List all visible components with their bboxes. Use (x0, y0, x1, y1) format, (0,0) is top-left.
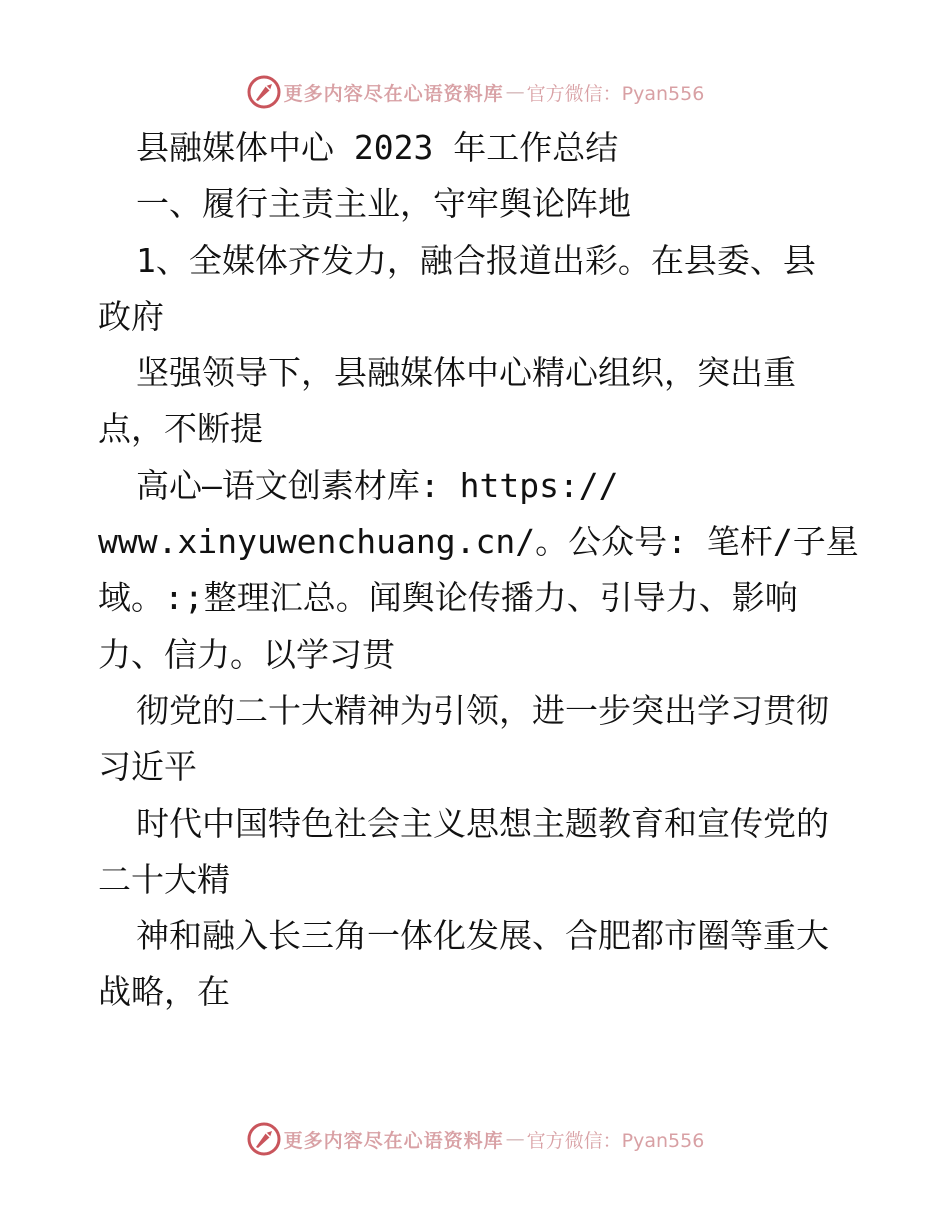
paragraph-line: 习近平 (98, 747, 197, 787)
document-body (98, 120, 868, 1021)
paragraph-line: 战略，在 (98, 972, 230, 1012)
paragraph-line: www.xinyuwenchuang.cn/。公众号: 笔杆/子星 (98, 522, 859, 562)
paragraph-line: 坚强领导下，县融媒体中心精心组织，突出重 (136, 353, 796, 393)
watermark-wechat-text: 官方微信：Pyan556 (526, 1129, 705, 1152)
header-watermark (0, 70, 950, 114)
watermark-site-text: 更多内容尽在心语资料库 (283, 82, 504, 105)
pen-nib-circle-icon (246, 1121, 282, 1157)
paragraph-line: 力、信力。以学习贯 (98, 634, 395, 674)
watermark-wechat-text: 官方微信：Pyan556 (526, 82, 705, 105)
paragraph-line: 高心—语文创素材库: https:// (136, 465, 619, 505)
paragraph-line: 域。:;整理汇总。闻舆论传播力、引导力、影响 (98, 578, 798, 618)
pen-nib-circle-icon (246, 74, 282, 110)
paragraph-line: 时代中国特色社会主义思想主题教育和宣传党的 (136, 803, 829, 843)
paragraph-line: 神和融入长三角一体化发展、合肥都市圈等重大 (136, 916, 829, 956)
paragraph-line: 政府 (98, 296, 164, 336)
paragraph-line: 点，不断提 (98, 409, 263, 449)
footer-watermark (0, 1117, 950, 1161)
watermark-separator: — (505, 1128, 525, 1150)
watermark-separator: — (505, 81, 525, 103)
paragraph-line: 1、全媒体齐发力，融合报道出彩。在县委、县 (136, 240, 816, 280)
watermark-site-text: 更多内容尽在心语资料库 (283, 1129, 504, 1152)
paragraph-line: 彻党的二十大精神为引领，进一步突出学习贯彻 (136, 690, 829, 730)
paragraph-line: 二十大精 (98, 859, 230, 899)
section-heading: 一、履行主责主业，守牢舆论阵地 (136, 184, 631, 224)
document-title: 县融媒体中心 2023 年工作总结 (136, 128, 619, 167)
